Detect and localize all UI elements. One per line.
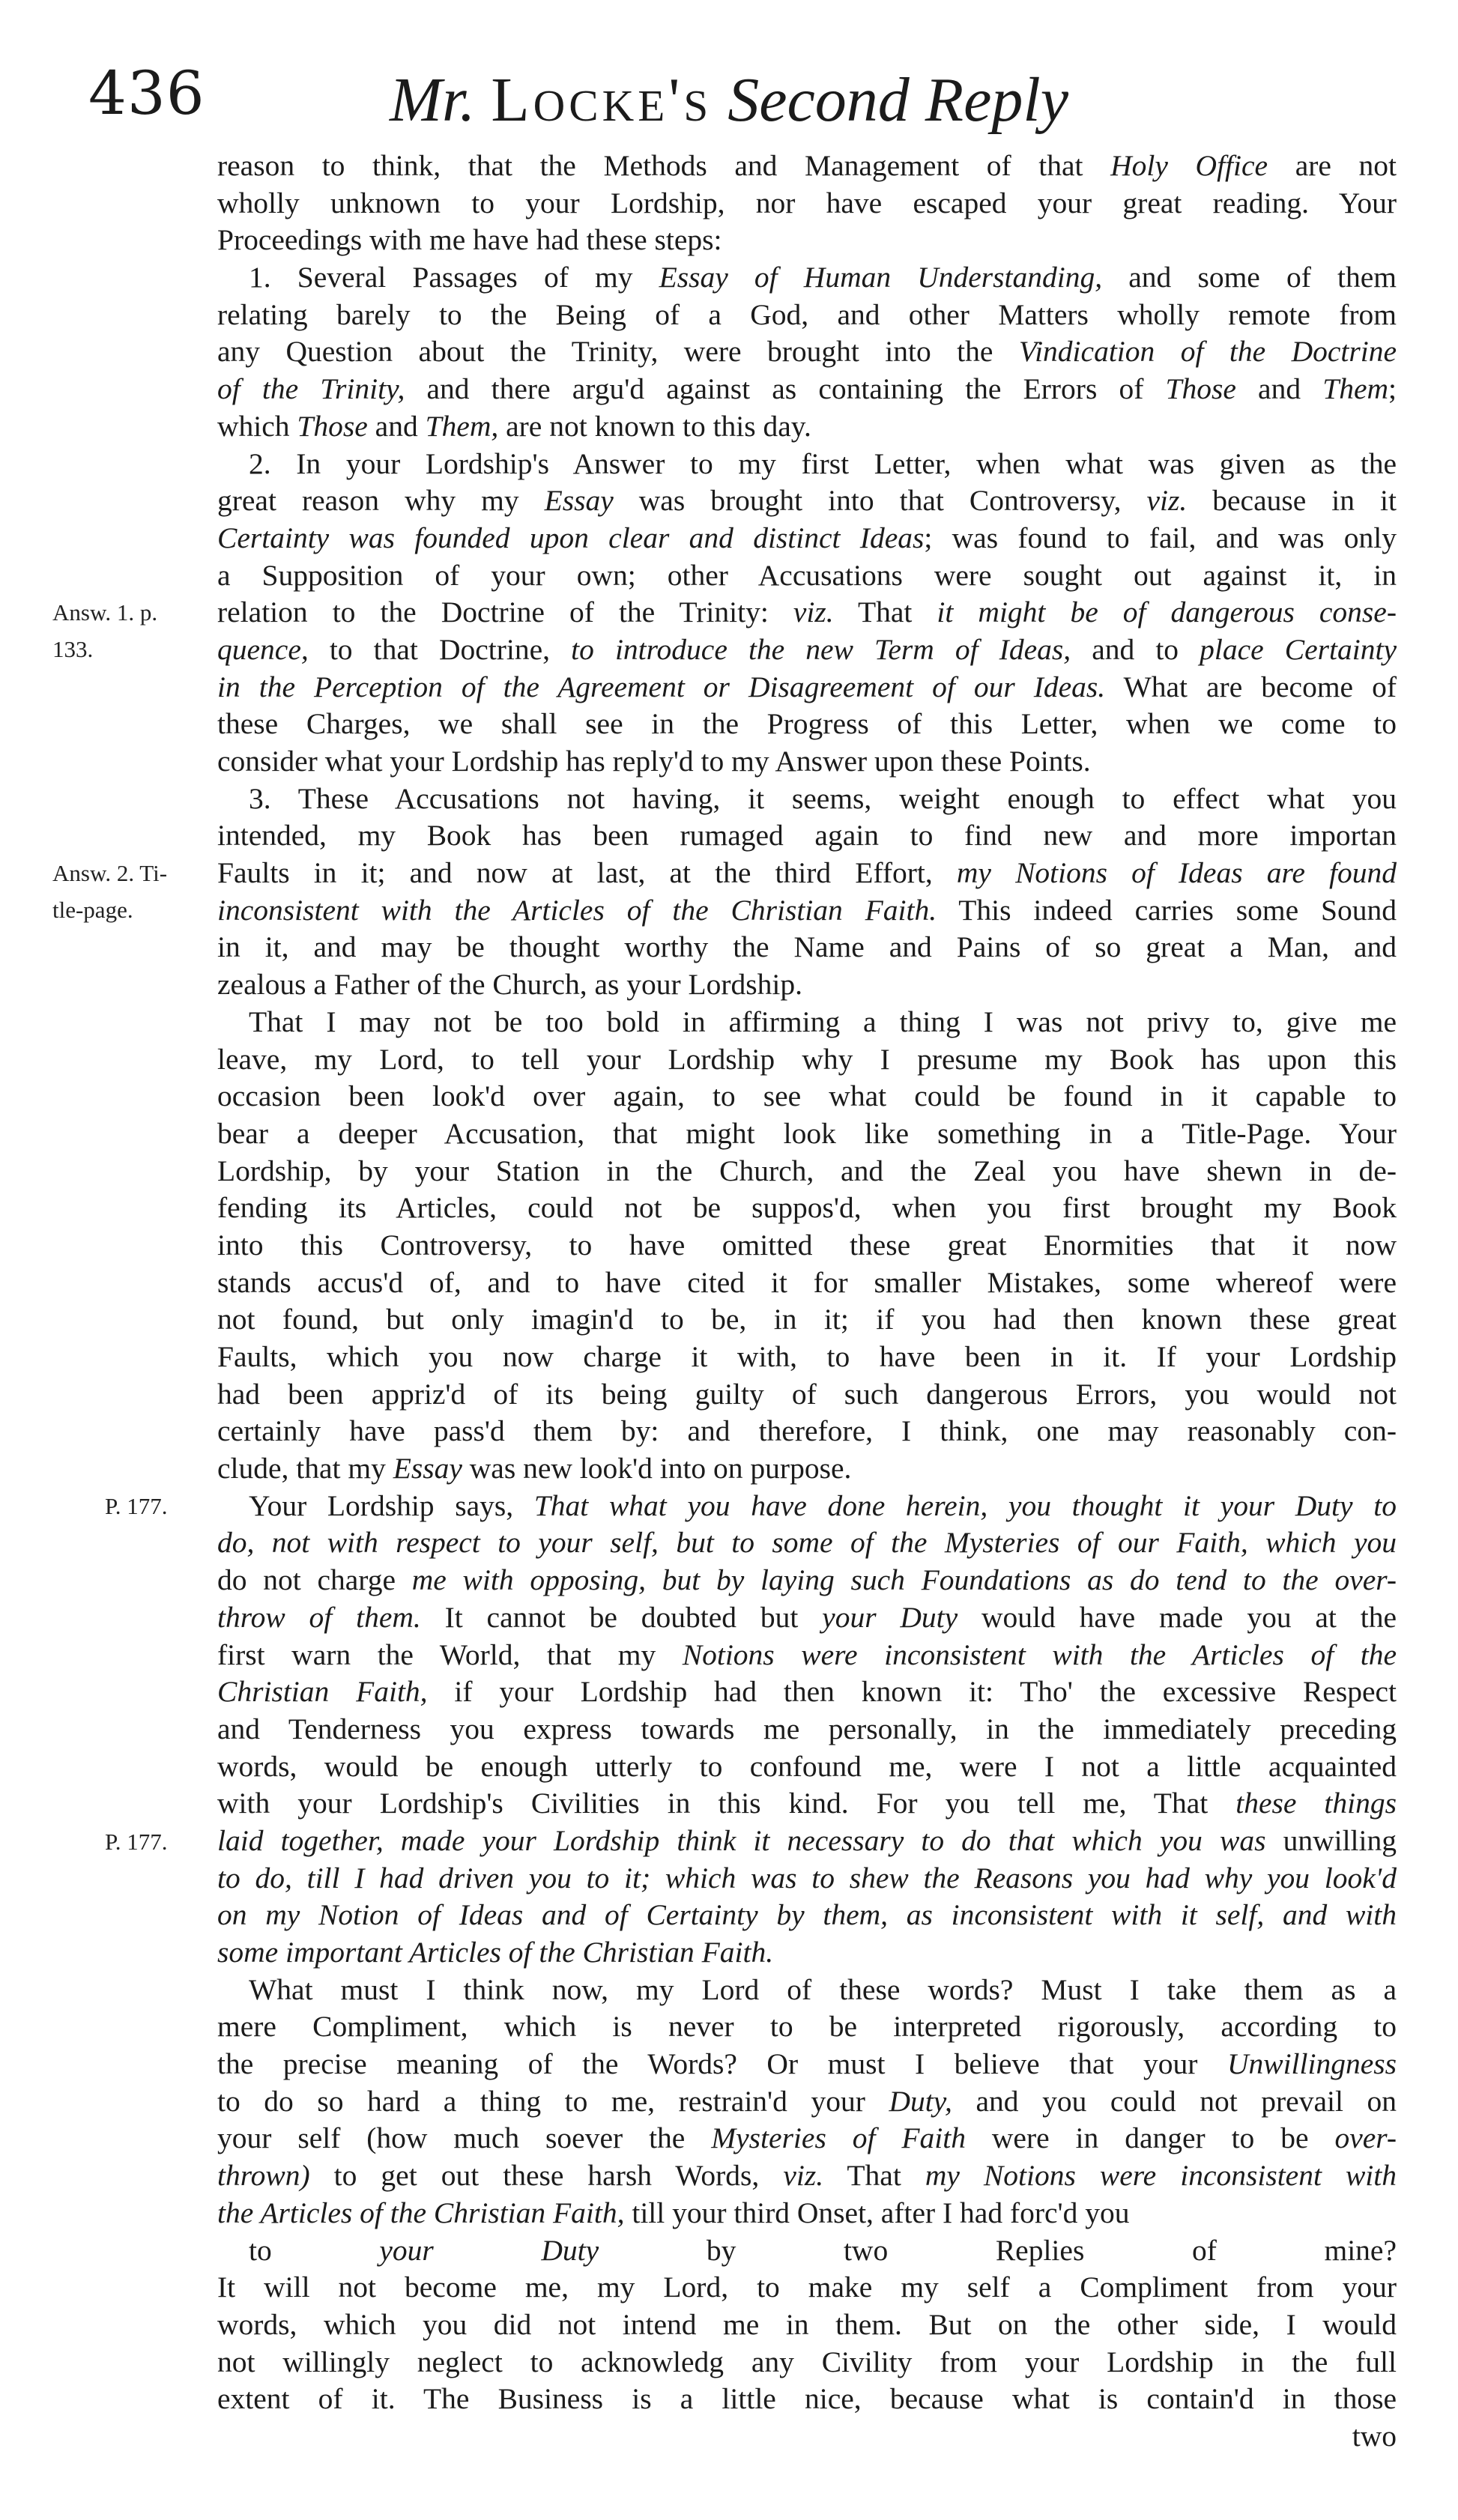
text-line [217,259,1397,297]
text-line [217,1674,1397,1711]
text-span: 1. Several Passages of my [249,261,659,294]
margin-note-line: 133. [52,636,94,663]
text-line [217,557,1397,595]
text-span: and to [1071,632,1200,666]
text-span: these Charges, we shall see in the Progress of this Letter, when we come to [217,707,1397,741]
italic-span: my Notions were inconsistent with [925,2159,1397,2193]
text-span: Your Lordship says, [249,1488,534,1522]
italic-span: throw of them. [217,1600,421,1634]
italic-span: Unwillingness [1226,2047,1397,2081]
italic-span: some important Articles of the Christian Faith. [217,1936,774,1969]
italic-span: of the Trinity, [217,372,405,406]
text-span: extent of it. The Business is a little nice, because what is contain'd in those [217,2382,1397,2416]
italic-span: Mysteries of Faith [711,2121,966,2155]
text-span: and [367,409,426,443]
text-line [217,1934,1397,1972]
text-line [217,1785,1397,1823]
italic-span: viz. [793,596,834,629]
catchword: two [1352,2419,1397,2453]
text-span: stands accus'd of, and to have cited it for smaller Mistakes, some whereof were [217,1265,1397,1299]
text-span: and [1235,372,1323,406]
text-span: great reason why my [217,484,545,518]
text-line [217,1153,1397,1190]
text-line [217,2307,1397,2344]
italic-span: over- [1334,2121,1397,2155]
text-line [217,520,1397,557]
text-line [217,1264,1397,1302]
italic-span: to do, till I had driven you to it; which was to shew the Reasons you had why you look'd [217,1861,1397,1894]
text-line [217,631,1397,669]
text-span: by two Replies of mine? [599,2233,1397,2267]
italic-span: thrown) [217,2159,310,2193]
text-line [217,2269,1397,2307]
text-line [217,2381,1397,2418]
text-span: Proceedings with me have had these steps: [217,223,722,257]
running-title-suffix: Second Reply [728,65,1068,135]
text-line [217,855,1397,892]
text-span: ; [1388,372,1397,406]
text-line [217,929,1397,966]
italic-span: quence, [217,632,309,666]
text-span: What are become of [1105,670,1397,703]
italic-span: Certainty was founded upon clear and distinct Ideas [217,521,925,554]
text-span: and you could not prevail on [952,2084,1397,2118]
text-span: certainly have pass'd them by: and therefore, I think, one may reasonably con- [217,1414,1397,1448]
text-span: are not [1268,149,1397,182]
text-span: had been appriz'd of its being guilty of such dangerous Errors, you would not [217,1377,1397,1411]
text-span: into this Controversy, to have omitted these great Enormities that it now [217,1228,1397,1261]
text-line [217,1413,1397,1450]
text-span: are not known to this day. [498,409,811,443]
text-line [217,669,1397,706]
italic-span: it might be of dangerous conse- [937,596,1397,629]
text-line [217,1227,1397,1264]
text-line [217,446,1397,483]
text-line [217,1637,1397,1674]
text-span: and there argu'd against as containing the Errors of [405,372,1166,406]
italic-span: viz. [783,2159,824,2193]
margin-note-line: Answ. 2. Ti- [52,860,168,887]
text-span: would have made you at the [958,1600,1397,1634]
text-span: It will not become me, my Lord, to make my self a Compliment from your [217,2271,1397,2304]
italic-span: Duty, [889,2084,952,2118]
text-span: unwilling [1265,1823,1397,1857]
italic-span: on my Notion of Ideas and of Certainty by them, as inconsistent with it self, and with [217,1898,1397,1932]
text-line [217,1450,1397,1488]
text-span: That [833,596,937,629]
text-line [217,2120,1397,2157]
text-line [217,2157,1397,2195]
margin-note-line: P. 177. [105,1493,168,1520]
text-span: leave, my Lord, to tell your Lordship why I presume my Book has upon this [217,1042,1397,1076]
text-span: to that Doctrine, [308,632,572,666]
italic-span: Them, [425,409,499,443]
text-span: intended, my Book has been rumaged again to find new and more importan [217,819,1397,852]
italic-span: Notions were inconsistent with the Articles of the [682,1638,1397,1671]
italic-span: your Duty [822,1600,958,1634]
body-text [217,148,1397,2456]
text-line [217,297,1397,334]
text-line [217,2232,1397,2270]
italic-span: to introduce the new Term of Ideas, [571,632,1071,666]
italic-span: Essay of Human Understanding, [659,261,1103,294]
text-span: zealous a Father of the Church, as your Lordship. [217,968,803,1002]
text-span: first warn the World, that my [217,1638,683,1671]
text-span: relation to the Doctrine of the Trinity: [217,596,793,629]
text-span: to get out these harsh Words, [309,2159,784,2193]
text-span: mere Compliment, which is never to be interpreted rigorously, according to [217,2010,1397,2044]
text-line [217,2195,1397,2232]
running-title [0,65,1458,135]
text-span: your self (how much soever the [217,2121,712,2155]
page-number: 436 [88,58,205,128]
text-span: words, which you did not intend me in them. But on the other side, I would [217,2307,1397,2341]
running-title-prefix: Mr. [389,65,476,135]
margin-note-line: Answ. 1. p. [52,599,158,626]
italic-span: That what you have done herein, you thought it your Duty to [533,1488,1397,1522]
text-span: were in danger to be [965,2121,1335,2155]
text-line [217,594,1397,631]
text-span: was new look'd into on purpose. [462,1452,852,1485]
text-line [217,1823,1397,1860]
text-line [217,1748,1397,1786]
running-title-author: Locke's [491,65,713,135]
text-span: What must I think now, my Lord of these words? Must I take them as a [249,1972,1397,2006]
text-span: reason to think, that the Methods and Management of that [217,149,1111,182]
text-line [217,1078,1397,1115]
text-line [217,482,1397,520]
text-line [217,1004,1397,1041]
italic-span: Those [1165,372,1236,406]
italic-span: Them [1322,372,1389,406]
text-span: 2. In your Lordship's Answer to my first Letter, when what was given as the [249,446,1397,480]
text-span: 3. These Accusations not having, it seems, weight enough to effect what you [249,781,1397,815]
text-span: It cannot be doubted but [420,1600,823,1634]
text-line [217,743,1397,781]
text-line [217,1860,1397,1897]
italic-span: Essay [393,1452,462,1485]
text-span: occasion been look'd over again, to see what could be found in it capable to [217,1079,1397,1113]
italic-span: do, not with respect to your self, but to some of the Mysteries of our Faith, which you [217,1526,1397,1560]
text-span: till your third Onset, after I had forc'd you [624,2196,1130,2229]
text-line [217,966,1397,1004]
text-line [217,706,1397,743]
text-line [217,148,1397,185]
text-span: Lordship, by your Station in the Church, and the Zeal you have shewn in de- [217,1154,1397,1187]
text-span: do not charge [217,1563,412,1597]
text-line [217,892,1397,930]
text-line [217,408,1397,446]
italic-span: inconsistent with the Articles of the Christian Faith. [217,893,937,927]
text-span: to [249,2233,380,2267]
text-span: clude, that my [217,1452,393,1485]
text-span: the precise meaning of the Words? Or must I believe that your [217,2047,1227,2081]
text-line [217,1897,1397,1934]
text-line [217,1488,1397,1525]
margin-note [52,594,225,667]
italic-span: laid together, made your Lordship think it necessary to do that which you was [217,1823,1266,1857]
text-line [217,817,1397,855]
italic-span: place Certainty [1200,632,1397,666]
text-span: to do so hard a thing to me, restrain'd your [217,2084,889,2118]
text-span: relating barely to the Being of a God, and other Matters wholly remote from [217,297,1397,331]
text-line [217,2008,1397,2046]
text-line [217,1562,1397,1599]
italic-span: my Notions of Ideas are found [956,856,1397,890]
text-span: Faults in it; and now at last, at the third Effort, [217,856,957,890]
text-span: not found, but only imagin'd to be, in it; if you had then known these great [217,1303,1397,1336]
margin-note-line: P. 177. [105,1828,168,1855]
text-line [217,1339,1397,1376]
text-span: if your Lordship had then known it: Tho' the excessive Respect [427,1675,1397,1709]
text-line [217,1115,1397,1153]
text-span: with your Lordship's Civilities in this kind. For you tell me, That [217,1787,1236,1820]
italic-span: these things [1235,1787,1397,1820]
text-span: not willingly neglect to acknowledg any Civility from your Lordship in the full [217,2345,1397,2378]
italic-span: viz. [1146,484,1188,518]
italic-span: the Articles of the Christian Faith, [217,2196,625,2229]
text-span: in it, and may be thought worthy the Name and Pains of so great a Man, and [217,930,1397,964]
text-span: That [823,2159,925,2193]
text-span: was brought into that Controversy, [613,484,1147,518]
text-span: That I may not be too bold in affirming a thing I was not privy to, give me [249,1005,1397,1038]
text-span: fending its Articles, could not be suppos'd, when you first brought my Book [217,1191,1397,1225]
text-line [217,1376,1397,1414]
text-line [217,2344,1397,2381]
italic-span: Essay [544,484,614,518]
text-span: a Supposition of your own; other Accusations were sought out against it, in [217,558,1397,592]
text-span: any Question about the Trinity, were brought into the [217,335,1019,369]
text-line [217,1599,1397,1637]
italic-span: Christian Faith, [217,1675,428,1709]
text-line [217,1972,1397,2009]
italic-span: me with opposing, but by laying such Foundations as do tend to the over- [411,1563,1397,1597]
margin-note-line: tle-page. [52,897,133,924]
italic-span: Vindication of the Doctrine [1018,335,1397,369]
text-line [217,2046,1397,2083]
text-span: bear a deeper Accusation, that might look like something in a Title-Page. Your [217,1116,1397,1150]
text-span: This indeed carries some Sound [937,893,1397,927]
text-span: and some of them [1102,261,1397,294]
text-span: consider what your Lordship has reply'd to my Answer upon these Points. [217,745,1091,778]
italic-span: Holy Office [1110,149,1268,182]
italic-span: in the Perception of the Agreement or Disagreement of our Ideas. [217,670,1106,703]
text-line [217,1301,1397,1339]
text-span: Faults, which you now charge it with, to have been in it. If your Lordship [217,1340,1397,1373]
text-line [217,222,1397,259]
text-span: because in it [1187,484,1397,518]
italic-span: your Duty [379,2233,599,2267]
text-span: which [217,409,297,443]
text-line [217,1041,1397,1079]
text-span: wholly unknown to your Lordship, nor have escaped your great reading. Your [217,186,1397,219]
text-line [217,1711,1397,1748]
text-line [217,2083,1397,2121]
text-line [217,781,1397,818]
text-span: ; was found to fail, and was only [924,521,1397,554]
italic-span: Those [297,409,368,443]
text-span: and Tenderness you express towards me personally, in the immediately preceding [217,1712,1397,1745]
text-line [217,333,1397,371]
text-line [217,371,1397,408]
text-line [217,1524,1397,1562]
text-span: words, would be enough utterly to confound me, were I not a little acquainted [217,1749,1397,1783]
text-line [217,1190,1397,1227]
margin-note [52,855,225,928]
text-line [217,185,1397,222]
